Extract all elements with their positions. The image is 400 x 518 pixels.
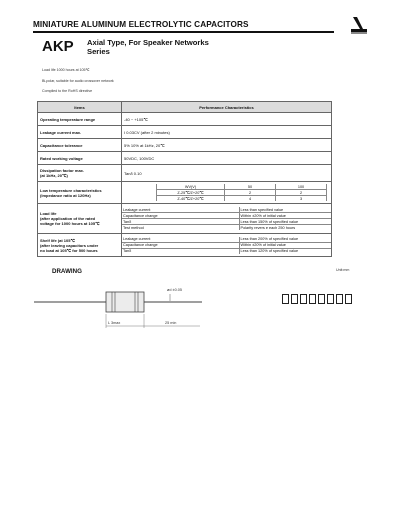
company-logo xyxy=(349,15,369,34)
table-cell: Z-40℃/Z+20℃ xyxy=(157,196,225,202)
marking-symbol xyxy=(309,294,316,304)
feature-item: Complied to the RoHS directive xyxy=(42,89,93,93)
row-item xyxy=(38,182,122,204)
marking-symbol xyxy=(327,294,334,304)
row-item-line: (after application of the rated xyxy=(40,216,96,221)
table-cell: WV(V) xyxy=(157,184,225,190)
row-item-line: (at 1kHz, 20℃) xyxy=(40,173,68,178)
header-items: Items xyxy=(38,102,122,113)
table-cell: Leakage current xyxy=(122,207,239,213)
row-item-line: (after leaving capacitors under xyxy=(40,242,99,248)
row-item xyxy=(38,234,122,257)
table-cell: 50 xyxy=(225,184,276,190)
table-cell: Within ±20% of initial value xyxy=(239,242,331,248)
body-length-label: L 3max xyxy=(108,321,121,325)
row-value: Tanδ 0.10 xyxy=(122,165,332,182)
row-item: Rated working voltage xyxy=(38,152,122,165)
spec-table xyxy=(37,101,332,257)
table-row xyxy=(38,204,332,234)
header-rule xyxy=(33,31,334,33)
table-cell: 4 xyxy=(225,196,276,202)
row-value: -40 ~ +105℃ xyxy=(122,113,332,126)
feature-item: Bi-polar, suitable for audio crossover network xyxy=(42,79,114,83)
table-row xyxy=(38,182,332,204)
load-life-cell xyxy=(122,204,332,234)
table-cell: Less than 150% of specified value xyxy=(239,219,331,225)
table-row xyxy=(122,248,331,254)
row-item-line: Load life xyxy=(40,211,57,216)
table-cell: Within ±20% of initial value xyxy=(239,213,331,219)
row-item-line: Dissipation factor max. xyxy=(40,168,85,173)
drawing-title: DRAWING xyxy=(52,268,82,275)
shelf-life-cell xyxy=(122,234,332,257)
marking-symbol xyxy=(318,294,325,304)
low-temp-cell xyxy=(122,182,332,204)
marking-symbol xyxy=(291,294,298,304)
table-row xyxy=(38,126,332,139)
table-row xyxy=(38,234,332,257)
feature-item: Load life 1000 hours at 105℃ xyxy=(42,68,90,72)
series-description-line1: Axial Type, For Speaker Networks xyxy=(87,38,209,47)
row-item-line: voltage for 1000 hours at 105℃ xyxy=(40,221,100,226)
marking-symbols xyxy=(282,291,354,309)
series-description-line2: Series xyxy=(87,46,110,56)
row-item-line: (Impedance ratio at 120Hz) xyxy=(40,192,91,198)
row-item-line: Low temperature characteristics xyxy=(40,187,102,193)
load-life-table xyxy=(122,207,331,230)
row-item xyxy=(38,165,122,182)
table-cell: Tanδ xyxy=(122,219,239,225)
row-item: Leakage current max. xyxy=(38,126,122,139)
row-item-line: Shelf life (at 105℃ xyxy=(40,237,75,243)
table-cell: 2 xyxy=(225,190,276,196)
row-value: 5% 10% at 1kHz, 20℃ xyxy=(122,139,332,152)
table-row xyxy=(38,139,332,152)
header-performance: Performance Characteristics xyxy=(122,102,332,113)
series-description xyxy=(87,39,247,56)
lead-length-label: 25 min xyxy=(165,321,177,325)
table-row xyxy=(38,113,332,126)
lead-diameter-label: ød ±0.05 xyxy=(167,288,182,292)
table-cell: 3 xyxy=(276,196,327,202)
row-value: I 0.03CV (after 2 minutes) xyxy=(122,126,332,139)
marking-symbol xyxy=(300,294,307,304)
table-cell: Tanδ xyxy=(122,248,239,254)
low-temp-table xyxy=(156,184,327,201)
table-cell: Capacitance change xyxy=(122,242,239,248)
marking-symbol xyxy=(282,294,289,304)
table-cell: Z-25℃/Z+20℃ xyxy=(157,190,225,196)
drawing-unit: Unit:mm xyxy=(336,268,350,272)
page-header-title: MINIATURE ALUMINUM ELECTROLYTIC CAPACITORS xyxy=(33,20,249,29)
row-item: Operating temperature range xyxy=(38,113,122,126)
series-code: AKP xyxy=(42,38,74,55)
table-cell: 100 xyxy=(276,184,327,190)
row-item xyxy=(38,204,122,234)
table-row xyxy=(38,165,332,182)
marking-symbol xyxy=(336,294,343,304)
row-item-line: no load at 105℃ for 500 hours xyxy=(40,247,98,253)
table-cell: Less than 120% of specified value xyxy=(239,248,331,254)
table-row xyxy=(157,196,327,202)
table-cell: Leakage current xyxy=(122,237,239,243)
table-row xyxy=(122,225,331,231)
shelf-life-table xyxy=(122,237,331,254)
table-cell: Polarity revers e each 250 hours xyxy=(239,225,331,231)
table-cell: 2 xyxy=(276,190,327,196)
table-cell: Capacitance change xyxy=(122,213,239,219)
table-row xyxy=(38,152,332,165)
row-value: 50VDC, 100VDC xyxy=(122,152,332,165)
spec-table-header xyxy=(38,102,332,113)
table-cell: Less than specified value xyxy=(239,207,331,213)
marking-symbol xyxy=(345,294,352,304)
row-item: Capacitance tolerance xyxy=(38,139,122,152)
table-cell: Less than 200% of specified value xyxy=(239,237,331,243)
table-cell: Test method xyxy=(122,225,239,231)
